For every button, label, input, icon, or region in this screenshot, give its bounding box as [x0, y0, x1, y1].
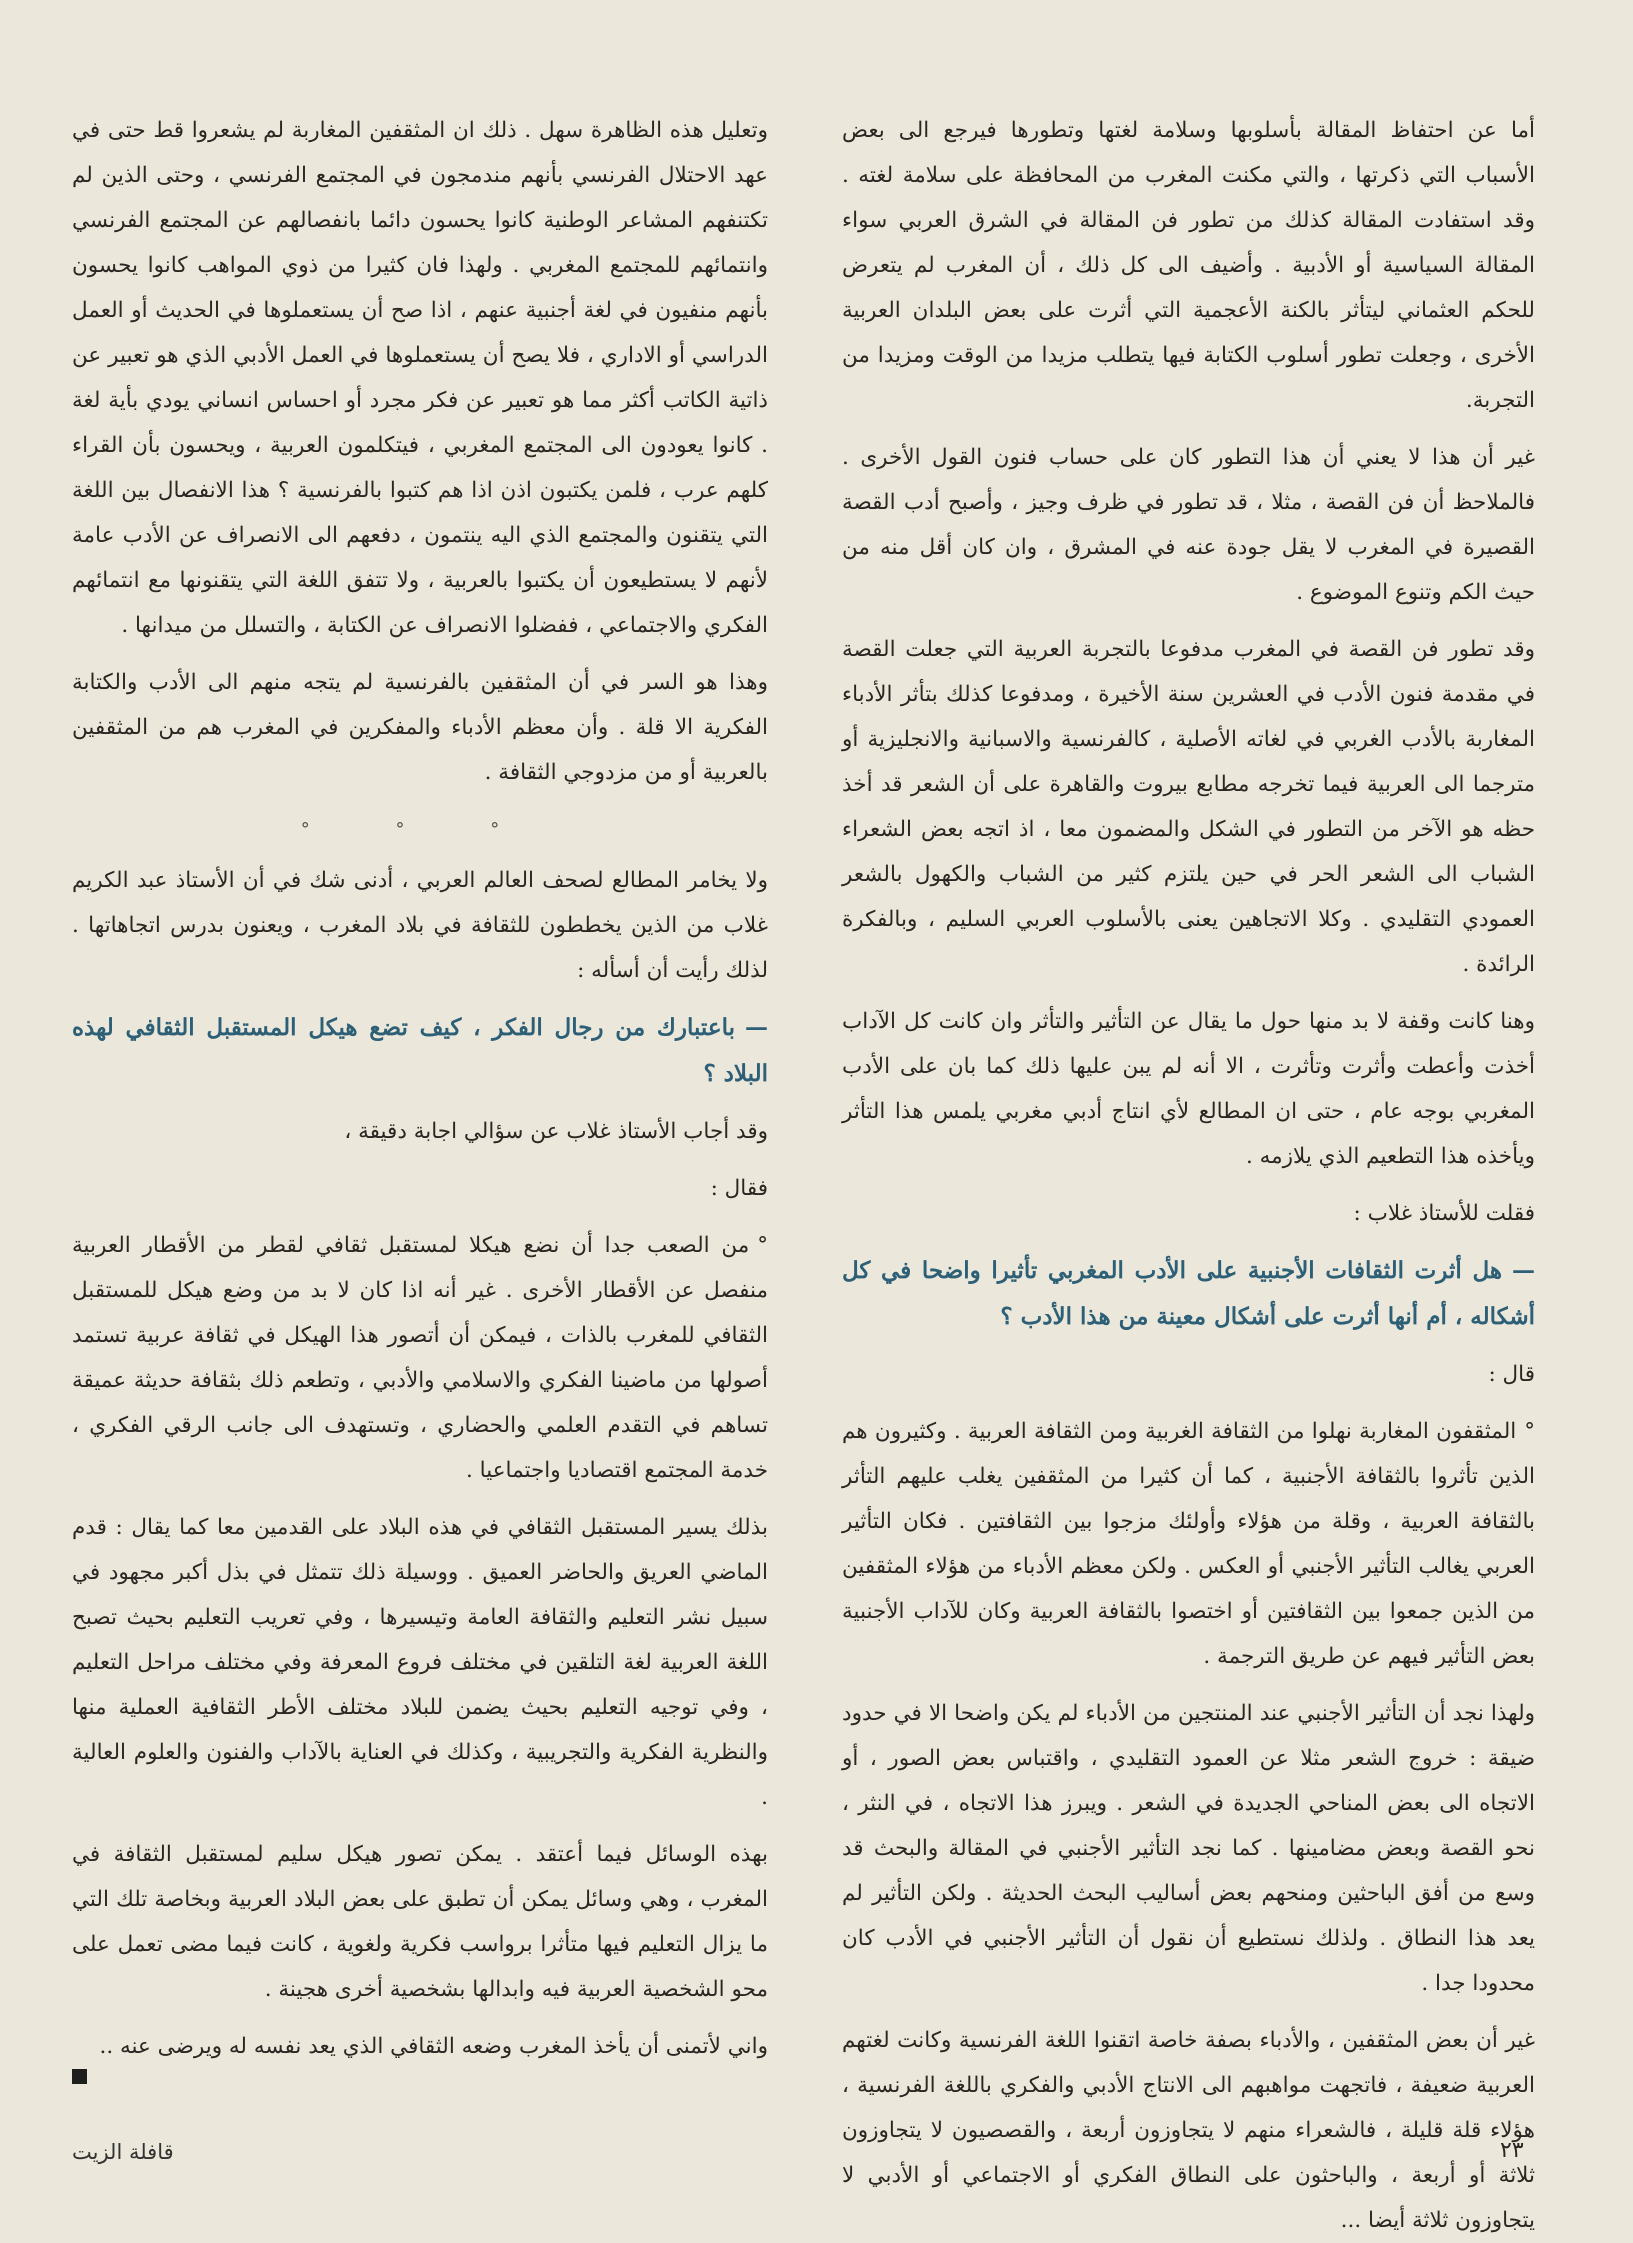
paragraph: ولهذا نجد أن التأثير الأجنبي عند المنتجين من الأدباء لم يكن واضحا الا في حدود ضيقة : خروج الشعر مثلا عن العمود التقليدي ، واقتباس بعض الصور ، أو الاتجاه الى بعض المناحي الجديدة في الشعر . ويبرز هذا الاتجاه ، في النثر ، نحو القصة وبعض مضامينها . كما نجد التأثير الأجنبي في المقالة والبحث قد وسع من أفق الباحثين ومنحهم بعض أساليب البحث الحديثة . ولكن التأثير لم يعد هذا النطاق . ولذلك نستطيع أن نقول أن التأثير الأجنبي في الأدب كان محدودا جدا .: [842, 1701, 1535, 1996]
lead-in-line: فقلت للأستاذ غلاب :: [1353, 1201, 1535, 1226]
paragraph: غير أن بعض المثقفين ، والأدباء بصفة خاصة اتقنوا اللغة الفرنسية وكانت لغتهم العربية ضعيفة ، فاتجهت مواهبهم الى الانتاج الأدبي والفكري باللغة الفرنسية ، هؤلاء قلة قليلة ، فالشعراء منهم لا يتجاوزون أربعة ، والقصصيون لا يتجاوزون ثلاثة أو أربعة ، والباحثون على النطاق الفكري أو الاجتماعي أو الأدبي لا يتجاوزون ثلاثة أيضا ...: [842, 2028, 1535, 2233]
paragraph: ولا يخامر المطالع لصحف العالم العربي ، أدنى شك في أن الأستاذ عبد الكريم غلاب من الذين يخططون للثقافة في بلاد المغرب ، ويعنون بدرس اتجاهاتها . لذلك رأيت أن أسأله :: [72, 868, 768, 983]
paragraph: أما عن احتفاظ المقالة بأسلوبها وسلامة لغتها وتطورها فيرجع الى بعض الأسباب التي ذكرتها ، والتي مكنت المغرب من المحافظة على سلامة لغته . وقد استفادت المقالة كذلك من تطور فن المقالة في الشرق العربي سواء المقالة السياسية أو الأدبية . وأضيف الى كل ذلك ، أن المغرب لم يتعرض للحكم العثماني ليتأثر بالكنة الأعجمية التي أثرت على بعض البلدان العربية الأخرى ، وجعلت تطور أسلوب الكتابة فيها يتطلب مزيدا من الوقت ومزيدا من التجربة.: [842, 118, 1535, 413]
paragraph: واني لأتمنى أن يأخذ المغرب وضعه الثقافي الذي يعد نفسه له ويرضى عنه ..: [99, 2034, 768, 2059]
paragraph: وهنا كانت وقفة لا بد منها حول ما يقال عن التأثير والتأثر وان كانت كل الآداب أخذت وأعطت وأثرت وتأثرت ، الا أنه لم يبن عليها ذلك كما بان على الأدب المغربي بوجه عام ، حتى ان المطالع لأي انتاج أدبي مغربي يلمس هذا التأثر ويأخذه هذا التطعيم الذي يلازمه .: [842, 1009, 1535, 1169]
interview-question: [72, 1005, 768, 1097]
answer-paragraph: [72, 1223, 768, 1493]
paragraph: غير أن هذا لا يعني أن هذا التطور كان على حساب فنون القول الأخرى . فالملاحظ أن فن القصة ، مثلا ، قد تطور في ظرف وجيز ، وأصبح أدب القصة القصيرة في المغرب لا يقل جودة عنه في المشرق ، وان كان أقل منه من حيث الكم وتنوع الموضوع .: [842, 445, 1535, 605]
answer-lead: وقد أجاب الأستاذ غلاب عن سؤالي اجابة دقيقة ،: [344, 1119, 768, 1144]
question-dash: —: [1512, 1257, 1535, 1284]
answer-intro: فقال :: [710, 1176, 768, 1201]
answer-paragraph: [842, 1409, 1535, 1679]
question-text: باعتبارك من رجال الفكر ، كيف تضع هيكل المستقبل الثقافي لهذه البلاد ؟: [72, 1014, 768, 1087]
page-number: ٢٣: [1500, 2138, 1524, 2163]
paragraph: بذلك يسير المستقبل الثقافي في هذه البلاد على القدمين معا كما يقال : قدم الماضي العريق والحاضر العميق . ووسيلة ذلك تتمثل في بذل أكبر مجهود في سبيل نشر التعليم والثقافة العامة وتيسيرها ، وفي تعريب التعليم بحيث تصبح اللغة العربية لغة التلقين في مختلف فروع المعرفة وفي مختلف مراحل التعليم ، وفي توجيه التعليم بحيث يضمن للبلاد مختلف الأطر الثقافية العملية منها والنظرية الفكرية والتجريبية ، وكذلك في العناية بالآداب والفنون والعلوم العالية .: [72, 1515, 768, 1810]
paragraph: وتعليل هذه الظاهرة سهل . ذلك ان المثقفين المغاربة لم يشعروا قط حتى في عهد الاحتلال الفرنسي بأنهم مندمجون في المجتمع الفرنسي ، وحتى الذين لم تكتنفهم المشاعر الوطنية كانوا يحسون دائما بانفصالهم عن المجتمع الفرنسي وانتمائهم للمجتمع المغربي . ولهذا فان كثيرا من ذوي المواهب كانوا يحسون بأنهم منفيون في لغة أجنبية عنهم ، اذا صح أن يستعملوها في الحديث أو العمل الدراسي أو الاداري ، فلا يصح أن يستعملوها في العمل الأدبي الذي هو تعبير عن ذاتية الكاتب أكثر مما هو تعبير عن فكر مجرد أو احساس انساني يودي بأية لغة . كانوا يعودون الى المجتمع المغربي ، فيتكلمون العربية ، ويحسون بأن القراء كلهم عرب ، فلمن يكتبون اذن اذا هم كتبوا بالفرنسية ؟ هذا الانفصال بين اللغة التي يتقنون والمجتمع الذي اليه ينتمون ، دفعهم الى الانصراف عن الأدب عامة لأنهم لا يستطيعون أن يكتبوا بالعربية ، ولا تتفق اللغة التي يتقنونها مع انتمائهم الفكري والاجتماعي ، ففضلوا الانصراف عن الكتابة ، والتسلل من ميدانها .: [72, 118, 768, 638]
paragraph: وقد تطور فن القصة في المغرب مدفوعا بالتجربة العربية التي جعلت القصة في مقدمة فنون الأدب في العشرين سنة الأخيرة ، ومدفوعا كذلك بتأثر الأدباء المغاربة بالأدب الغربي في لغاته الأصلية ، كالفرنسية والاسبانية والانجليزية أو مترجما الى العربية فيما تخرجه مطابع بيروت والقاهرة على أن الشعر قد أخذ حظه هو الآخر من التطور في الشكل والمضمون معا ، اذ اتجه بعض الشعراء الشباب الى الشعر الحر في حين يلتزم كثير من الشباب والكهول بالشعر العمودي التقليدي . وكلا الاتجاهين يعنى بالأسلوب العربي السليم ، وبالفكرة الرائدة .: [842, 637, 1535, 977]
section-separator: ° ° °: [300, 819, 540, 840]
bullet-mark: °: [757, 1233, 768, 1258]
question-dash: —: [745, 1014, 768, 1041]
paragraph: وهذا هو السر في أن المثقفين بالفرنسية لم يتجه منهم الى الأدب والكتابة الفكرية الا قلة . وأن معظم الأدباء والمفكرين في المغرب هم من المثقفين بالعربية أو من مزدوجي الثقافة .: [72, 670, 768, 785]
answer-text: من الصعب جدا أن نضع هيكلا لمستقبل ثقافي لقطر من الأقطار العربية منفصل عن الأقطار الأخرى . غير أنه اذا كان لا بد من وضع هيكل للمستقبل الثقافي للمغرب بالذات ، فيمكن أن أتصور هذا الهيكل في ثقافة عربية تستمد أصولها من ماضينا الفكري والاسلامي والأدبي ، وتطعم ذلك بثقافة حديثة عميقة تساهم في التقدم العلمي والحضاري ، وتستهدف الى جانب الرقي الفكري ، خدمة المجتمع اقتصاديا واجتماعيا .: [72, 1233, 768, 1483]
paragraph: بهذه الوسائل فيما أعتقد . يمكن تصور هيكل سليم لمستقبل الثقافة في المغرب ، وهي وسائل يمكن أن تطبق على بعض البلاد العربية وبخاصة تلك التي ما يزال التعليم فيها متأثرا برواسب فكرية ولغوية ، كانت فيما مضى تعمل على محو الشخصية العربية فيه وابدالها بشخصية أخرى هجينة .: [72, 1842, 768, 2002]
answer-intro: قال :: [1488, 1362, 1535, 1387]
answer-text: المثقفون المغاربة نهلوا من الثقافة الغربية ومن الثقافة العربية . وكثيرون هم الذين تأثروا بالثقافة الأجنبية ، كما أن كثيرا من المثقفين يغلب عليهم التأثر بالثقافة العربية ، وقلة من هؤلاء وأولئك مزجوا بين الثقافتين . فكان التأثير العربي يغالب التأثير الأجنبي أو العكس . ولكن معظم الأدباء من هؤلاء المثقفين من الذين جمعوا بين الثقافتين أو اختصوا بالثقافة العربية وكان للآداب الأجنبية بعض التأثير فيهم عن طريق الترجمة .: [842, 1419, 1535, 1669]
bullet-mark: °: [1524, 1419, 1535, 1444]
left-column: [72, 108, 768, 2098]
question-text: هل أثرت الثقافات الأجنبية على الأدب المغربي تأثيرا واضحا في كل أشكاله ، أم أنها أثرت على أشكال معينة من هذا الأدب ؟: [842, 1257, 1535, 1330]
end-of-article-square-icon: [72, 2069, 87, 2084]
interview-question: [842, 1248, 1535, 1340]
magazine-name: قافلة الزيت: [72, 2140, 174, 2164]
